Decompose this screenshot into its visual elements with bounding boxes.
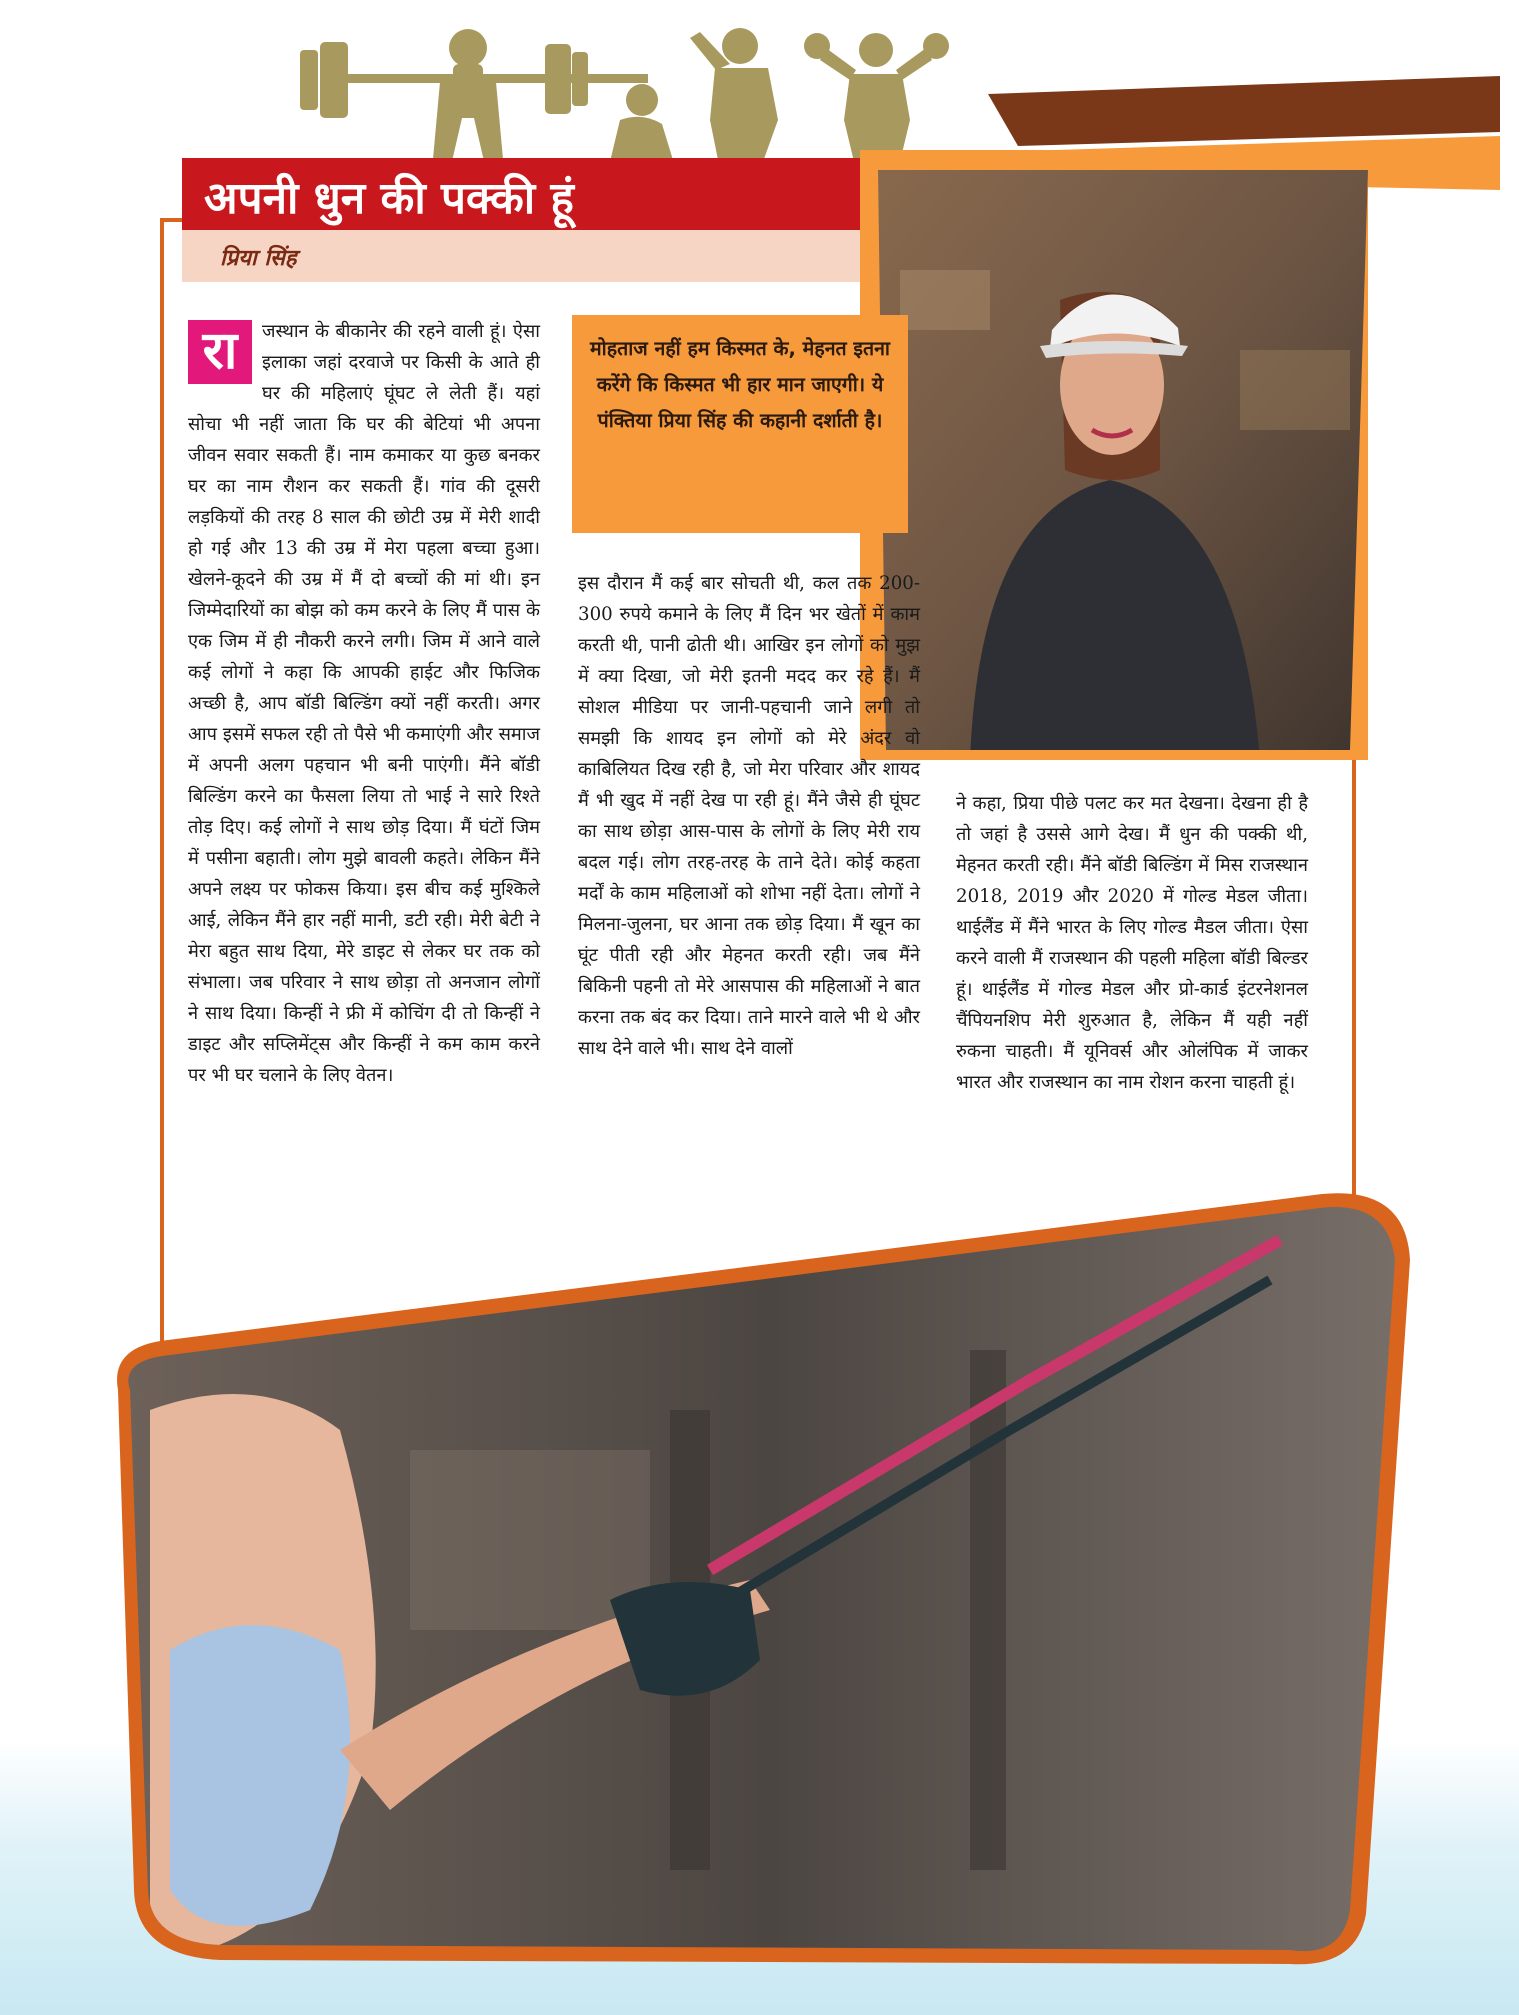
column-2-text: इस दौरान मैं कई बार सोचती थी, कल तक 200-300 रुपये कमाने के लिए मैं दिन भर खेतों में काम करती थी, पानी ढोती थी। आखिर इन लोगों को मुझ में क्या दिखा, जो मेरी इतनी मदद कर रहे हैं। मैं सोशल मीडिया पर जानी-पहचानी जाने लगी तो समझी कि शायद इन लोगों को मेरे अंदर वो काबिलियत दिख रही है, जो मेरा परिवार और शायद मैं भी खुद में नहीं देख पा रही हूं। मैंने जैसे ही घूंघट का साथ छोड़ा आस-पास के लोगों के लिए मेरी राय बदल गई। लोग तरह-तरह के ताने देते। कोई कहता मर्दों के काम महिलाओं को शोभा नहीं देता। लोगों ने मिलना-जुलना, घर आना तक छोड़ दिया। मैं खून का घूंट पीती रही और मेहनत करती रही। जब मैंने बिकिनी पहनी तो मेरे आसपास की महिलाओं ने बात करना तक बंद कर दिया। ताने मारने वाले भी थे और साथ देने वाले भी। साथ देने वालों xyxy=(578,573,920,1059)
article-column-3 xyxy=(956,788,1308,1228)
woman-white-cap-gym-photo xyxy=(860,150,1368,760)
article-column-2 xyxy=(578,568,920,1288)
title-banner xyxy=(182,158,890,230)
woman-resistance-band-training-photo xyxy=(110,1190,1430,1965)
column-3-text: ने कहा, प्रिया पीछे पलट कर मत देखना। देखना ही है तो जहां है उससे आगे देख। मैं धुन की पक्की थी, मेहनत करती रही। मैंने बॉडी बिल्डिंग में मिस राजस्थान 2018, 2019 और 2020 में गोल्ड मेडल जीता। थाईलैंड में मैंने भारत के लिए गोल्ड मैडल जीता। ऐसा करने वाली मैं राजस्थान की पहली महिला बॉडी बिल्डर हूं। थाईलैंड में गोल्ड मेडल और प्रो-कार्ड इंटरनेशनल चैंपियनशिप मेरी शुरुआत है, लेकिन मैं यही नहीं रुकना चाहती। मैं यूनिवर्स और ओलंपिक में जाकर भारत और राजस्थान का नाम रोशन करना चाहती हूं। xyxy=(956,793,1308,1093)
article-byline: प्रिया सिंह xyxy=(220,246,297,271)
article-title: अपनी धुन की पक्की हूं xyxy=(204,173,574,224)
article-column-1 xyxy=(188,316,540,1326)
pull-quote-text: मोहताज नहीं हम किस्मत के, मेहनत इतना करेंगे कि किस्मत भी हार मान जाएगी। ये पंक्तिया प्रिया सिंह की कहानी दर्शाती है। xyxy=(590,337,890,432)
column-1-text: जस्थान के बीकानेर की रहने वाली हूं। ऐसा इलाका जहां दरवाजे पर किसी के आते ही घर की महिलाएं घूंघट ले लेती हैं। यहां सोचा भी नहीं जाता कि घर की बेटियां भी अपना जीवन सवार सकती हैं। नाम कमाकर या कुछ बनकर घर का नाम रौशन कर सकती हैं। गांव की दूसरी लड़कियों की तरह 8 साल की छोटी उम्र में मेरी शादी हो गई और 13 की उम्र में मेरा पहला बच्चा हुआ। खेलने-कूदने की उम्र में मैं दो बच्चों की मां थी। इन जिम्मेदारियों का बोझ को कम करने के लिए मैं पास के एक जिम में ही नौकरी करने लगी। जिम में आने वाले कई लोगों ने कहा कि आपकी हाईट और फिजिक अच्छी है, आप बॉडी बिल्डिंग क्यों नहीं करती। अगर आप इसमें सफल रही तो पैसे भी कमाएंगी और समाज में अपनी अलग पहचान भी बनी पाएंगी। मैंने बॉडी बिल्डिंग करने का फैसला लिया तो भाई ने सारे रिश्ते तोड़ दिए। कई लोगों ने साथ छोड़ दिया। मैं घंटों जिम में पसीना बहाती। लोग मुझे बावली कहते। लेकिन मैंने अपने लक्ष्य पर फोकस किया। इस बीच कई मुश्किले आई, लेकिन मैंने हार नहीं मानी, डटी रही। मेरी बेटी ने मेरा बहुत साथ दिया, मेरे डाइट से लेकर घर तक को संभाला। जब परिवार ने साथ छोड़ा तो अनजान लोगों ने साथ दिया। किन्हीं ने फ्री में कोचिंग दी तो किन्हीं ने डाइट और सप्लिमेंट्स और किन्हीं ने कम काम करने पर भी घर चलाने के लिए वेतन। xyxy=(188,321,540,1086)
dropcap-letter: रा xyxy=(188,320,252,384)
byline-banner xyxy=(182,230,890,282)
pull-quote-box xyxy=(572,315,908,533)
